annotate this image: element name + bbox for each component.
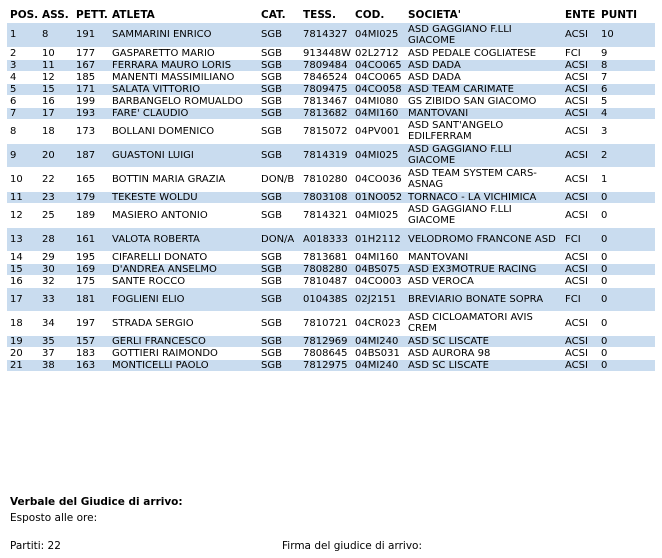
cell-cod: 04CO003 — [352, 275, 405, 287]
cell-cod: 04PV001 — [352, 119, 405, 143]
esposto-label: Esposto alle ore: — [10, 512, 98, 524]
cell-punti: 2 — [598, 143, 655, 167]
cell-ente: ACSI — [562, 335, 598, 347]
cell-punti: 0 — [598, 359, 655, 371]
verbale-heading: Verbale del Giudice di arrivo: — [10, 496, 183, 508]
cell-punti: 5 — [598, 95, 655, 107]
cell-ente: ACSI — [562, 359, 598, 371]
cell-ass: 23 — [39, 191, 73, 203]
cell-punti: 0 — [598, 311, 655, 335]
cell-soc: ASD VEROCA — [405, 275, 562, 287]
col-header-atleta: ATLETA — [112, 8, 155, 21]
cell-pett: 199 — [73, 95, 109, 107]
cell-atleta: FERRARA MAURO LORIS — [109, 59, 258, 71]
cell-pett: 183 — [73, 347, 109, 359]
cell-ass: 32 — [39, 275, 73, 287]
cell-tess: 7803108 — [300, 191, 352, 203]
cell-tess: 7846524 — [300, 71, 352, 83]
cell-pett: 173 — [73, 119, 109, 143]
cell-ass: 18 — [39, 119, 73, 143]
col-header-societa: SOCIETA' — [408, 8, 461, 21]
cell-tess: 7810487 — [300, 275, 352, 287]
cell-cat: SGB — [258, 143, 300, 167]
cell-tess: 7809484 — [300, 59, 352, 71]
cell-pett: 165 — [73, 167, 109, 191]
cell-soc: ASD TEAM SYSTEM CARS-ASNAG — [405, 167, 562, 191]
cell-pos: 13 — [7, 227, 39, 251]
cell-ente: ACSI — [562, 83, 598, 95]
cell-atleta: SANTE ROCCO — [109, 275, 258, 287]
cell-ente: ACSI — [562, 59, 598, 71]
cell-pett: 161 — [73, 227, 109, 251]
col-header-ente: ENTE — [565, 8, 596, 21]
cell-ente: ACSI — [562, 167, 598, 191]
cell-atleta: MONTICELLI PAOLO — [109, 359, 258, 371]
cell-tess: 010438S — [300, 287, 352, 311]
cell-ass: 11 — [39, 59, 73, 71]
cell-pos: 6 — [7, 95, 39, 107]
cell-tess: A018333 — [300, 227, 352, 251]
col-header-pett: PETT. — [76, 8, 108, 21]
cell-pos: 10 — [7, 167, 39, 191]
cell-tess: 7814327 — [300, 23, 352, 47]
cell-soc: ASD TEAM CARIMATE — [405, 83, 562, 95]
cell-atleta: STRADA SERGIO — [109, 311, 258, 335]
cell-ente: ACSI — [562, 23, 598, 47]
cell-ente: ACSI — [562, 347, 598, 359]
cell-pett: 177 — [73, 47, 109, 59]
table-row — [7, 95, 655, 107]
cell-ente: ACSI — [562, 191, 598, 203]
cell-pos: 15 — [7, 263, 39, 275]
cell-pett: 195 — [73, 251, 109, 263]
cell-pett: 193 — [73, 107, 109, 119]
cell-cat: SGB — [258, 47, 300, 59]
cell-cat: SGB — [258, 23, 300, 47]
col-header-cod: COD. — [355, 8, 385, 21]
col-header-tess: TESS. — [303, 8, 336, 21]
table-row — [7, 275, 655, 287]
cell-ass: 22 — [39, 167, 73, 191]
cell-pett: 189 — [73, 203, 109, 227]
cell-punti: 0 — [598, 347, 655, 359]
table-row — [7, 167, 655, 191]
table-row — [7, 119, 655, 143]
cell-pett: 197 — [73, 311, 109, 335]
cell-ass: 20 — [39, 143, 73, 167]
cell-atleta: MASIERO ANTONIO — [109, 203, 258, 227]
cell-tess: 7808280 — [300, 263, 352, 275]
cell-cod: 04MI025 — [352, 203, 405, 227]
cell-cat: SGB — [258, 59, 300, 71]
cell-ente: ACSI — [562, 251, 598, 263]
cell-punti: 8 — [598, 59, 655, 71]
cell-atleta: D'ANDREA ANSELMO — [109, 263, 258, 275]
cell-tess: 7814319 — [300, 143, 352, 167]
cell-cat: SGB — [258, 359, 300, 371]
cell-atleta: GERLI FRANCESCO — [109, 335, 258, 347]
cell-cat: SGB — [258, 191, 300, 203]
cell-pos: 14 — [7, 251, 39, 263]
cell-pos: 18 — [7, 311, 39, 335]
cell-atleta: BARBANGELO ROMUALDO — [109, 95, 258, 107]
cell-soc: ASD SC LISCATE — [405, 359, 562, 371]
cell-soc: ASD AURORA 98 — [405, 347, 562, 359]
cell-atleta: GOTTIERI RAIMONDO — [109, 347, 258, 359]
cell-soc: GS ZIBIDO SAN GIACOMO — [405, 95, 562, 107]
cell-cat: SGB — [258, 335, 300, 347]
cell-atleta: VALOTA ROBERTA — [109, 227, 258, 251]
cell-punti: 0 — [598, 251, 655, 263]
results-table — [7, 6, 655, 372]
cell-pos: 8 — [7, 119, 39, 143]
cell-ass: 38 — [39, 359, 73, 371]
cell-ente: ACSI — [562, 119, 598, 143]
table-row — [7, 71, 655, 83]
cell-cod: 04CO065 — [352, 59, 405, 71]
cell-tess: 7813467 — [300, 95, 352, 107]
cell-cod: 04MI025 — [352, 143, 405, 167]
cell-ente: FCI — [562, 227, 598, 251]
cell-cat: SGB — [258, 311, 300, 335]
cell-cat: SGB — [258, 347, 300, 359]
cell-soc: ASD GAGGIANO F.LLI GIACOME — [405, 23, 562, 47]
cell-soc: ASD PEDALE COGLIATESE — [405, 47, 562, 59]
cell-cod: 04BS075 — [352, 263, 405, 275]
cell-pett: 187 — [73, 143, 109, 167]
cell-cod: 01H2112 — [352, 227, 405, 251]
cell-ente: ACSI — [562, 311, 598, 335]
cell-tess: 7814321 — [300, 203, 352, 227]
table-row — [7, 227, 655, 251]
cell-cat: SGB — [258, 95, 300, 107]
cell-cat: SGB — [258, 71, 300, 83]
cell-punti: 7 — [598, 71, 655, 83]
cell-pos: 7 — [7, 107, 39, 119]
cell-cod: 04MI160 — [352, 251, 405, 263]
cell-cat: SGB — [258, 275, 300, 287]
cell-cod: 04MI080 — [352, 95, 405, 107]
cell-punti: 0 — [598, 287, 655, 311]
cell-cat: SGB — [258, 203, 300, 227]
cell-pos: 19 — [7, 335, 39, 347]
cell-cod: 02J2151 — [352, 287, 405, 311]
cell-ass: 12 — [39, 71, 73, 83]
cell-pett: 179 — [73, 191, 109, 203]
cell-soc: BREVIARIO BONATE SOPRA — [405, 287, 562, 311]
cell-punti: 0 — [598, 191, 655, 203]
cell-ass: 15 — [39, 83, 73, 95]
cell-soc: ASD DADA — [405, 71, 562, 83]
cell-ass: 17 — [39, 107, 73, 119]
cell-atleta: BOLLANI DOMENICO — [109, 119, 258, 143]
cell-cod: 04MI025 — [352, 23, 405, 47]
cell-cat: DON/A — [258, 227, 300, 251]
cell-ente: ACSI — [562, 107, 598, 119]
cell-pett: 157 — [73, 335, 109, 347]
cell-cod: 04MI160 — [352, 107, 405, 119]
cell-cat: SGB — [258, 251, 300, 263]
cell-tess: 7808645 — [300, 347, 352, 359]
table-row — [7, 359, 655, 371]
cell-ass: 34 — [39, 311, 73, 335]
partiti-label: Partiti: 22 — [10, 540, 61, 552]
cell-ass: 28 — [39, 227, 73, 251]
cell-pos: 16 — [7, 275, 39, 287]
cell-pett: 181 — [73, 287, 109, 311]
cell-ente: FCI — [562, 287, 598, 311]
cell-soc: ASD CICLOAMATORI AVIS CREM — [405, 311, 562, 335]
cell-atleta: BOTTIN MARIA GRAZIA — [109, 167, 258, 191]
cell-pos: 9 — [7, 143, 39, 167]
cell-cat: SGB — [258, 263, 300, 275]
cell-ente: ACSI — [562, 263, 598, 275]
cell-tess: 7813682 — [300, 107, 352, 119]
cell-ente: FCI — [562, 47, 598, 59]
cell-atleta: GUASTONI LUIGI — [109, 143, 258, 167]
cell-punti: 1 — [598, 167, 655, 191]
cell-atleta: SALATA VITTORIO — [109, 83, 258, 95]
table-row — [7, 23, 655, 47]
cell-punti: 0 — [598, 263, 655, 275]
cell-pos: 17 — [7, 287, 39, 311]
cell-ass: 35 — [39, 335, 73, 347]
cell-atleta: TEKESTE WOLDU — [109, 191, 258, 203]
cell-pett: 163 — [73, 359, 109, 371]
cell-soc: TORNACO - LA VICHIMICA — [405, 191, 562, 203]
table-row — [7, 203, 655, 227]
col-header-cat: CAT. — [261, 8, 286, 21]
cell-pett: 171 — [73, 83, 109, 95]
cell-atleta: GASPARETTO MARIO — [109, 47, 258, 59]
cell-ass: 8 — [39, 23, 73, 47]
cell-pos: 4 — [7, 71, 39, 83]
cell-pos: 3 — [7, 59, 39, 71]
cell-ente: ACSI — [562, 71, 598, 83]
cell-punti: 10 — [598, 23, 655, 47]
cell-cod: 04CO036 — [352, 167, 405, 191]
table-row — [7, 107, 655, 119]
cell-punti: 0 — [598, 227, 655, 251]
cell-atleta: SAMMARINI ENRICO — [109, 23, 258, 47]
cell-pos: 2 — [7, 47, 39, 59]
cell-ente: ACSI — [562, 275, 598, 287]
cell-cod: 02L2712 — [352, 47, 405, 59]
cell-atleta: CIFARELLI DONATO — [109, 251, 258, 263]
cell-tess: 7810721 — [300, 311, 352, 335]
table-row — [7, 47, 655, 59]
firma-label: Firma del giudice di arrivo: — [282, 540, 422, 552]
cell-soc: ASD GAGGIANO F.LLI GIACOME — [405, 203, 562, 227]
cell-tess: 7815072 — [300, 119, 352, 143]
cell-soc: ASD GAGGIANO F.LLI GIACOME — [405, 143, 562, 167]
cell-cod: 04MI240 — [352, 335, 405, 347]
cell-tess: 913448W — [300, 47, 352, 59]
col-header-punti: PUNTI — [601, 8, 638, 21]
cell-ass: 37 — [39, 347, 73, 359]
cell-ass: 30 — [39, 263, 73, 275]
cell-soc: MANTOVANI — [405, 107, 562, 119]
cell-atleta: FARE' CLAUDIO — [109, 107, 258, 119]
table-row — [7, 263, 655, 275]
cell-ass: 29 — [39, 251, 73, 263]
cell-punti: 0 — [598, 203, 655, 227]
cell-ente: ACSI — [562, 203, 598, 227]
cell-pos: 20 — [7, 347, 39, 359]
cell-cod: 04CR023 — [352, 311, 405, 335]
cell-tess: 7812969 — [300, 335, 352, 347]
header-row — [7, 6, 655, 23]
cell-tess: 7810280 — [300, 167, 352, 191]
cell-pett: 191 — [73, 23, 109, 47]
cell-soc: ASD SANT'ANGELO EDILFERRAM — [405, 119, 562, 143]
cell-pos: 21 — [7, 359, 39, 371]
cell-ente: ACSI — [562, 143, 598, 167]
cell-ass: 33 — [39, 287, 73, 311]
col-header-ass: ASS. — [42, 8, 69, 21]
table-row — [7, 59, 655, 71]
cell-atleta: MANENTI MASSIMILIANO — [109, 71, 258, 83]
cell-pos: 12 — [7, 203, 39, 227]
table-row — [7, 83, 655, 95]
table-row — [7, 143, 655, 167]
table-row — [7, 347, 655, 359]
cell-cod: 04MI240 — [352, 359, 405, 371]
cell-pos: 5 — [7, 83, 39, 95]
results-body — [7, 23, 655, 371]
cell-cat: SGB — [258, 107, 300, 119]
cell-tess: 7809475 — [300, 83, 352, 95]
cell-pett: 175 — [73, 275, 109, 287]
cell-cod: 04CO065 — [352, 71, 405, 83]
cell-soc: VELODROMO FRANCONE ASD — [405, 227, 562, 251]
cell-cat: DON/B — [258, 167, 300, 191]
cell-pett: 167 — [73, 59, 109, 71]
cell-punti: 9 — [598, 47, 655, 59]
cell-cod: 01NO052 — [352, 191, 405, 203]
table-row — [7, 191, 655, 203]
cell-soc: ASD EX3MOTRUE RACING — [405, 263, 562, 275]
table-row — [7, 251, 655, 263]
cell-cat: SGB — [258, 287, 300, 311]
cell-tess: 7812975 — [300, 359, 352, 371]
cell-punti: 4 — [598, 107, 655, 119]
cell-soc: MANTOVANI — [405, 251, 562, 263]
cell-punti: 0 — [598, 275, 655, 287]
cell-atleta: FOGLIENI ELIO — [109, 287, 258, 311]
cell-ente: ACSI — [562, 95, 598, 107]
cell-soc: ASD DADA — [405, 59, 562, 71]
table-row — [7, 287, 655, 311]
cell-cod: 04BS031 — [352, 347, 405, 359]
cell-cat: SGB — [258, 83, 300, 95]
cell-ass: 16 — [39, 95, 73, 107]
cell-punti: 3 — [598, 119, 655, 143]
cell-punti: 6 — [598, 83, 655, 95]
cell-tess: 7813681 — [300, 251, 352, 263]
cell-pett: 185 — [73, 71, 109, 83]
table-row — [7, 311, 655, 335]
cell-cat: SGB — [258, 119, 300, 143]
cell-soc: ASD SC LISCATE — [405, 335, 562, 347]
cell-pos: 11 — [7, 191, 39, 203]
cell-cod: 04CO058 — [352, 83, 405, 95]
cell-ass: 10 — [39, 47, 73, 59]
cell-pett: 169 — [73, 263, 109, 275]
cell-ass: 25 — [39, 203, 73, 227]
cell-punti: 0 — [598, 335, 655, 347]
cell-pos: 1 — [7, 23, 39, 47]
col-header-pos: POS. — [10, 8, 39, 21]
table-row — [7, 335, 655, 347]
